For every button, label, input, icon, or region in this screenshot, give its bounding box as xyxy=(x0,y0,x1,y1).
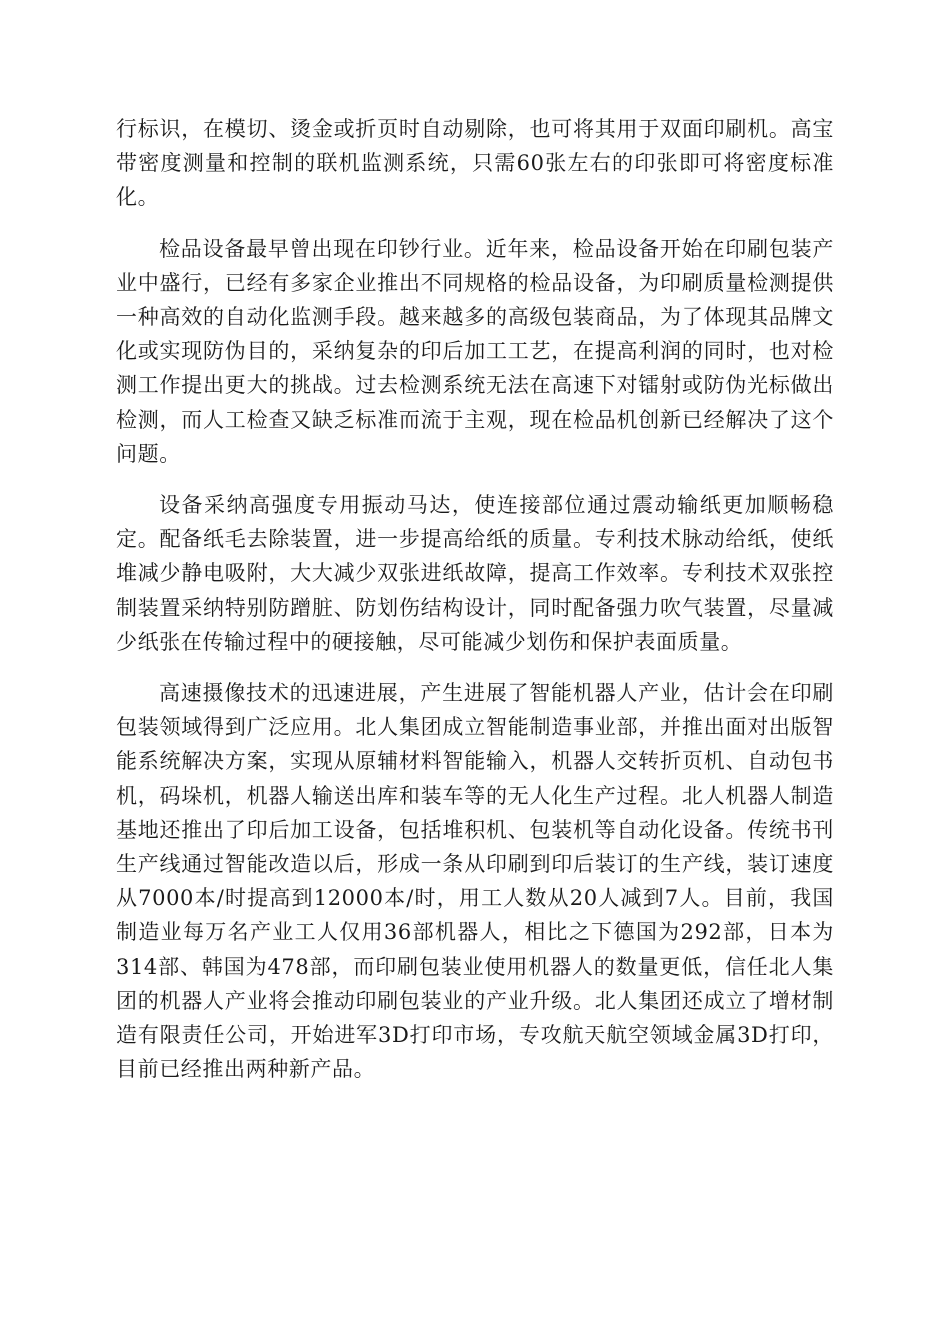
paragraph-2: 检品设备最早曾出现在印钞行业。近年来，检品设备开始在印刷包装产业中盛行，已经有多家企业推出不同规格的检品设备，为印刷质量检测提供一种高效的自动化监测手段。越来越多的高级包装商品，为了体现其品牌文化或实现防伪目的，采纳复杂的印后加工工艺，在提高利润的同时，也对检测工作提出更大的挑战。过去检测系统无法在高速下对镭射或防伪光标做出检测，而人工检查又缺乏标准而流于主观，现在检品机创新已经解决了这个问题。 xyxy=(116,236,834,466)
paragraph-1: 行标识，在模切、烫金或折页时自动剔除，也可将其用于双面印刷机。高宝带密度测量和控制的联机监测系统，只需60张左右的印张即可将密度标准化。 xyxy=(116,117,834,210)
paragraph-3: 设备采纳高强度专用振动马达，使连接部位通过震动输纸更加顺畅稳定。配备纸毛去除装置，进一步提高给纸的质量。专利技术脉动给纸，使纸堆减少静电吸附，大大减少双张进纸故障，提高工作效率。专利技术双张控制装置采纳特别防蹭脏、防划伤结构设计，同时配备强力吹气装置，尽量减少纸张在传输过程中的硬接触，尽可能减少划伤和保护表面质量。 xyxy=(116,493,834,654)
paragraph-4: 高速摄像技术的迅速进展，产生进展了智能机器人产业，估计会在印刷包装领域得到广泛应用。北人集团成立智能制造事业部，并推出面对出版智能系统解决方案，实现从原辅材料智能输入，机器人交转折页机、自动包书机，码垛机，机器人输送出库和装车等的无人化生产过程。北人机器人制造基地还推出了印后加工设备，包括堆积机、包装机等自动化设备。传统书刊生产线通过智能改造以后，形成一条从印刷到印后装订的生产线，装订速度从7000本/时提高到12000本/时，用工人数从20人减到7人。目前，我国制造业每万名产业工人仅用36部机器人，相比之下德国为292部，日本为314部、韩国为478部，而印刷包装业使用机器人的数量更低，信任北人集团的机器人产业将会推动印刷包装业的产业升级。北人集团还成立了增材制造有限责任公司，开始进军3D打印市场，专攻航天航空领域金属3D打印，目前已经推出两种新产品。 xyxy=(116,681,834,1082)
document-body xyxy=(116,112,834,1103)
